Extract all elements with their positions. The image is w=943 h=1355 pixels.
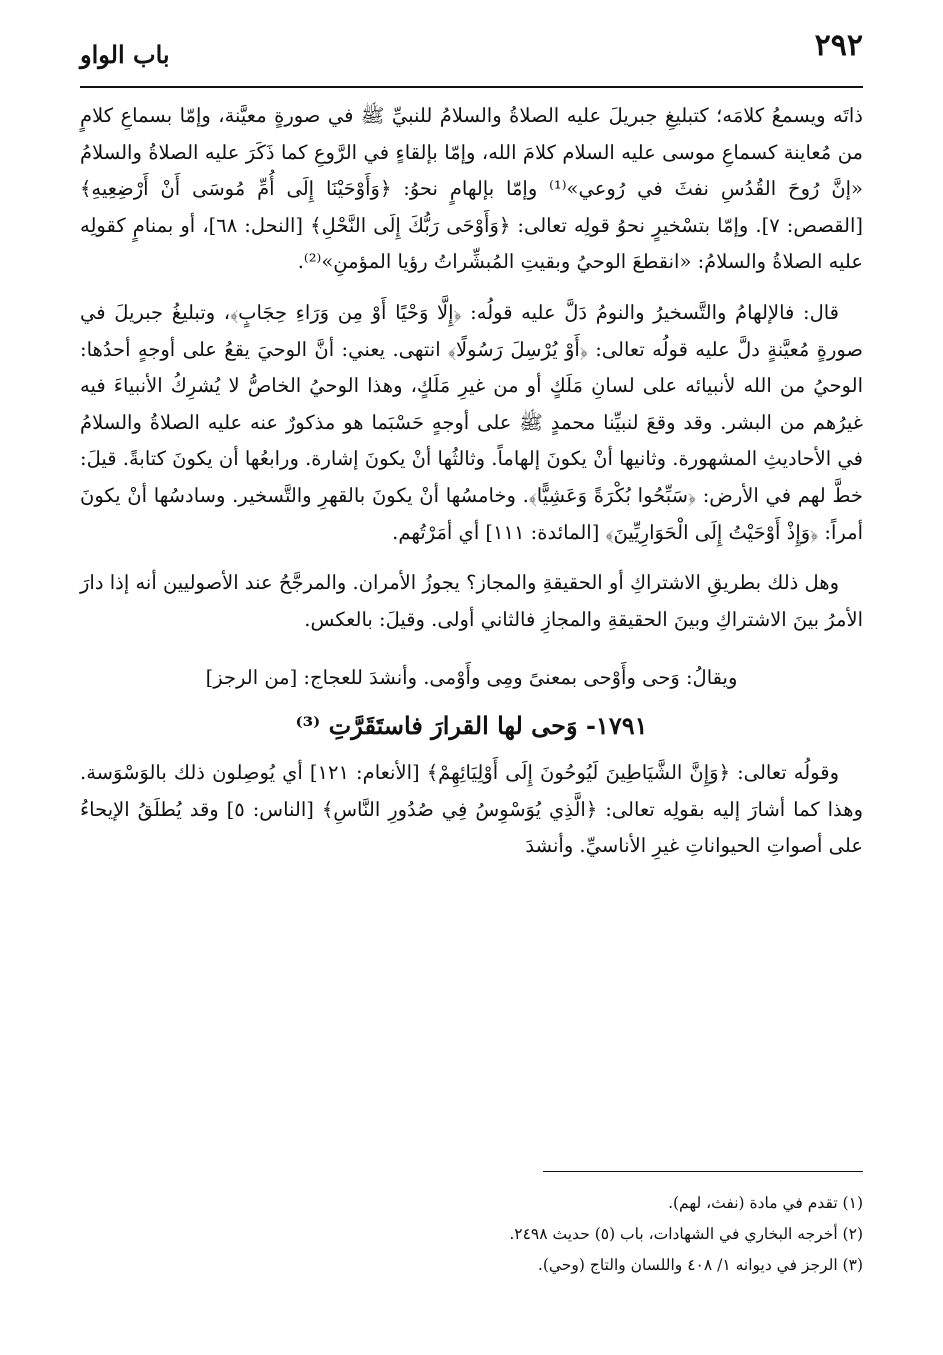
- footnote: (٣) الرجز في ديوانه ١/ ٤٠٨ واللسان والتاج (وحي).: [537, 1256, 863, 1274]
- page-header: [80, 28, 863, 88]
- paragraph: ذاتَه ويسمعُ كلامَه؛ كتبليغِ جبريلَ عليه الصلاةُ والسلامُ للنبيِّ ﷺ في صورةٍ معيَّنة، وإمّا بسماعِ كلامٍ من مُعاينة كسماعِ موسى عليه السلام كلامَ الله، وإمّا بإلقاءٍ في الرَّوعِ كما ذَكَرَ عليه الصلاةُ والسلامُ «إنَّ رُوحَ القُدُسِ نفثَ في رُوعي»⁽¹⁾ وإمّا بإلهامٍ نحوُ: ﴿وَأَوْحَيْنَا إِلَى أُمِّ مُوسَى أَنْ أَرْضِعِيهِ﴾ [القصص: ٧]. وإمّا بتسْخيرٍ نحوُ قولِه تعالى: ﴿وَأَوْحَى رَبُّكَ إِلَى النَّحْلِ﴾ [النحل: ٦٨]، أو بمنامٍ كقولِه عليه الصلاةُ والسلامُ: «انقطعَ الوحيُ وبقيتِ المُبشِّراتُ رؤيا المؤمنِ»⁽²⁾.: [80, 104, 863, 274]
- chapter-title: باب الواو: [80, 40, 170, 69]
- paragraph: قال: فالإلهامُ والتَّسخيرُ والنومُ دَلَّ عليه قولُه: ﴿إِلَّا وَحْيًا أَوْ مِن وَرَاءِ حِجَابٍ﴾، وتبليغُ جبريلَ في صورةٍ مُعيَّنةٍ دلَّ عليه قولُه تعالى: ﴿أَوْ يُرْسِلَ رَسُولًا﴾ انتهى. يعني: أنَّ الوحيَ يقعُ على أوجهٍ أحدُها: الوحيُ من الله لأنبيائه على لسانِ مَلَكٍ أو من غيرِ مَلَكٍ، وهذا الوحيُ الخاصُّ لا يُشرِكُ الأنبياءَ فيه غيرُهم من البشر. وقد وقعَ لنبيِّنا محمدٍ ﷺ على أوجهٍ حَسْبَما هو مذكورٌ عنه عليه الصلاةُ والسلامُ في الأحاديثِ المشهورة. وثانيها أنْ يكونَ إلهاماً. وثالثُها أنْ يكونَ إشارة. ورابعُها أن يكونَ كتابةً. قيلَ: خطَّ لهم في الأرض: ﴿سَبِّحُوا بُكْرَةً وَعَشِيًّا﴾. وخامسُها أنْ يكونَ بالقهرِ والتَّسخير. وسادسُها أنْ يكونَ أمراً: ﴿وَإِذْ أَوْحَيْتُ إِلَى الْحَوَارِيِّينَ﴾ [المائدة: ١١١] أي أمَرْتُهم.: [80, 300, 863, 544]
- page-number: ٢٩٢: [814, 28, 863, 63]
- paragraph: وقولُه تعالى: ﴿وَإِنَّ الشَّيَاطِينَ لَيُوحُونَ إِلَى أَوْلِيَائِهِمْ﴾ [الأنعام: ١٢١] أي يُوصِلون ذلك بالوَسْوَسة. وهذا كما أشارَ إليه بقولِه تعالى: ﴿الَّذِي يُوَسْوِسُ فِي صُدُورِ النَّاسِ﴾ [الناس: ٥] وقد يُطلَقُ الإيحاءُ على أصواتِ الحيواناتِ غيرِ الأناسيِّ. وأنشدَ: [80, 760, 863, 858]
- footnotes: [80, 1188, 863, 1281]
- footnote: (٢) أخرجه البخاري في الشهادات، باب (٥) حديث ٢٤٩٨.: [509, 1225, 863, 1243]
- footnote: (١) تقدم في مادة (نفث، لهم).: [668, 1194, 863, 1212]
- verse-line: ١٧٩١- وَحى لها القرارَ فاستَقَرَّتِ ⁽³⁾: [295, 710, 648, 740]
- footnote-divider: [543, 1171, 863, 1172]
- paragraph: وهل ذلك بطريقِ الاشتراكِ أو الحقيقةِ والمجاز؟ يجوزُ الأمران. والمرجَّحُ عند الأصوليين أنه إذا دارَ الأمرُ بينَ الاشتراكِ وبينَ الحقيقةِ والمجازِ فالثاني أولى. وقيلَ: بالعكس.: [80, 571, 863, 631]
- main-text: [80, 98, 863, 865]
- poem-intro: ويقالُ: وَحى وأَوْحى بمعنىً ومِى وأَوْمى. وأنشدَ للعجاج: [من الرجز]: [205, 666, 738, 690]
